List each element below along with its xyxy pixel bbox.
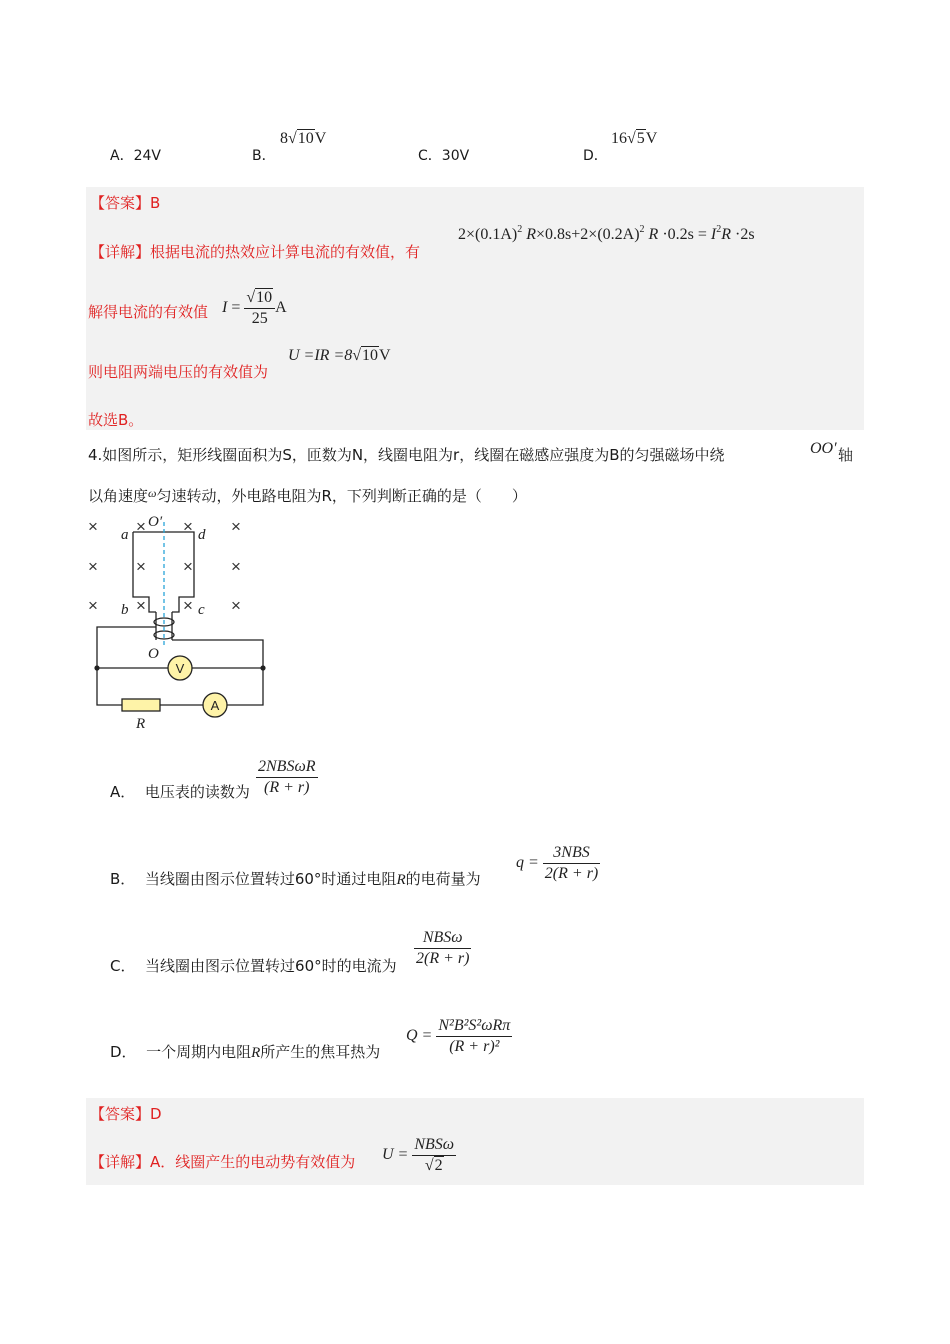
option-b-prev-value: 8√10V bbox=[280, 130, 327, 147]
option-4d-text: D． 一个周期内电阻R所产生的焦耳热为 bbox=[110, 1043, 381, 1061]
option-label: B． bbox=[252, 148, 276, 164]
current-result-formula: I = $\frac{√10}{25}$ A bbox=[222, 289, 287, 327]
field-mark: × bbox=[231, 596, 241, 615]
option-label: C． bbox=[418, 148, 442, 164]
field-mark: × bbox=[136, 557, 146, 576]
question-4-line-2: 以角速度$^\omega$匀速转动，外电路电阻为R，下列判断正确的是（ ） bbox=[88, 486, 527, 505]
answer-line-1: 【答案】B bbox=[90, 194, 161, 212]
label-O: O bbox=[148, 646, 159, 662]
field-mark: × bbox=[88, 517, 98, 536]
option-b-prev-label bbox=[252, 145, 276, 165]
option-4a-text: A． 电压表的读数为 bbox=[110, 783, 250, 801]
field-mark: × bbox=[136, 596, 146, 615]
label-R: R bbox=[136, 716, 146, 732]
axis-symbol: OO′ bbox=[810, 440, 837, 457]
field-mark: × bbox=[231, 557, 241, 576]
option-4a-formula: $\frac{\text{2NBSωR}}{(R + r)}$ bbox=[258, 758, 316, 796]
field-mark: × bbox=[88, 557, 98, 576]
emf-formula: U = $\frac{\text{NBSω}}{√2}$ bbox=[382, 1136, 455, 1174]
field-mark: × bbox=[183, 557, 193, 576]
option-d-prev-value: 16√5V bbox=[611, 130, 658, 147]
current-result-text: 解得电流的有效值 bbox=[88, 303, 209, 321]
heat-equation: $2\times(0.1A)^2$ $R\times 0.8s+2\times(0.2A)^2$ $R \cdot 0.2s = I^2R \cdot 2s$ bbox=[458, 224, 755, 243]
label-b: b bbox=[121, 602, 129, 618]
detail-line-1: 【详解】根据电流的热效应计算电流的有效值，有 bbox=[90, 243, 421, 261]
field-mark: × bbox=[231, 517, 241, 536]
junction-node bbox=[94, 665, 99, 670]
junction-node bbox=[260, 665, 265, 670]
voltage-result-formula: U =IR =8√10V bbox=[288, 347, 391, 364]
ammeter-label: A bbox=[210, 698, 220, 713]
option-d-prev-label bbox=[583, 145, 608, 165]
label-O-prime: O′ bbox=[148, 514, 163, 530]
label-a: a bbox=[121, 527, 129, 543]
option-label: D． bbox=[583, 148, 608, 164]
option-value: 30V bbox=[441, 148, 470, 164]
option-a-prev bbox=[110, 145, 161, 165]
generator-circuit-diagram bbox=[80, 510, 280, 735]
choice-conclusion: 故选B。 bbox=[88, 411, 144, 429]
voltage-result-text: 则电阻两端电压的有效值为 bbox=[88, 363, 269, 381]
option-4b-formula: q = $\frac{\text{3NBS}}{2(R + r)}$ bbox=[516, 844, 599, 882]
field-mark: × bbox=[183, 596, 193, 615]
field-mark: × bbox=[136, 517, 146, 536]
question-4-axis-suffix: 轴 bbox=[838, 446, 854, 464]
option-4c-formula: $\frac{\text{NBSω}}{2(R + r)}$ bbox=[416, 929, 470, 967]
field-mark: × bbox=[88, 596, 98, 615]
option-4b-text: B． 当线圈由图示位置转过60°时通过电阻R的电荷量为 bbox=[110, 870, 481, 888]
label-c: c bbox=[198, 602, 205, 618]
outer-wire-left bbox=[97, 627, 156, 705]
field-mark: × bbox=[183, 517, 193, 536]
option-value: 24V bbox=[133, 148, 161, 164]
voltmeter-label: V bbox=[175, 661, 185, 676]
option-c-prev bbox=[418, 145, 469, 165]
option-4d-formula: Q = $\frac{\text{N²B²S²ωRπ}}{\text{(R + r)²}}$ bbox=[406, 1017, 511, 1055]
option-label: A． bbox=[110, 148, 134, 164]
question-4-line-1: 4.如图所示，矩形线圈面积为S，匝数为N，线圈电阻为r，线圈在磁感应强度为B的匀强磁场中绕 bbox=[88, 446, 725, 464]
resistor-icon bbox=[122, 699, 160, 711]
detail-line-2: 【详解】A．线圈产生的电动势有效值为 bbox=[90, 1153, 356, 1171]
option-4c-text: C． 当线圈由图示位置转过60°时的电流为 bbox=[110, 957, 397, 975]
label-d: d bbox=[198, 527, 206, 543]
answer-line-2: 【答案】D bbox=[90, 1105, 162, 1123]
